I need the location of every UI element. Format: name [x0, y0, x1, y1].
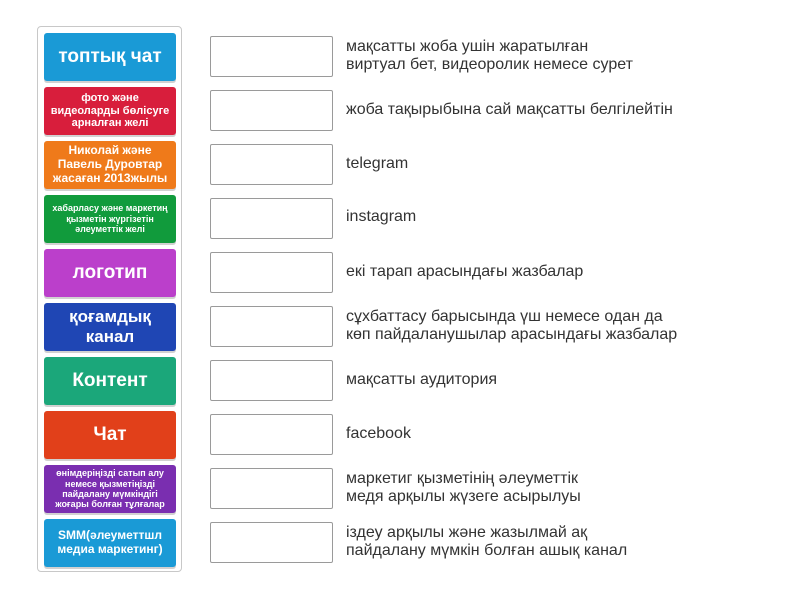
tile-6[interactable]: қоғамдық канал [44, 303, 176, 351]
clue-5: екі тарап арасындағы жазбалар [346, 263, 584, 280]
drop-slot-4[interactable] [210, 198, 333, 239]
clue-2: жоба тақырыбына сай мақсатты белгілейтін [346, 101, 673, 118]
tile-3[interactable]: Николай және Павель Дуровтар жасаған 2013жылы [44, 141, 176, 189]
tile-7[interactable]: Контент [44, 357, 176, 405]
drop-slot-3[interactable] [210, 144, 333, 185]
tile-5[interactable]: логотип [44, 249, 176, 297]
drop-slot-1[interactable] [210, 36, 333, 77]
tile-9[interactable]: өнімдеріңізді сатып алу немесе қызметіңізді пайдалану мүмкіндігі жоғары болған тұлғалар [44, 465, 176, 513]
clue-3: telegram [346, 155, 409, 172]
clue-1: мақсатты жоба ушін жаратылған виртуал бет, видеоролик немесе сурет [346, 38, 633, 73]
tile-8[interactable]: Чат [44, 411, 176, 459]
clue-7: мақсатты аудитория [346, 371, 498, 388]
drop-slot-7[interactable] [210, 360, 333, 401]
clue-6: сұхбаттасу барысында үш немесе одан да көп пайдаланушылар арасындағы жазбалар [346, 308, 678, 343]
tile-10[interactable]: SMM(әлеуметтшл медиа маркетинг) [44, 519, 176, 567]
drop-slot-8[interactable] [210, 414, 333, 455]
tile-1[interactable]: топтық чат [44, 33, 176, 81]
clue-9: маркетиг қызметінің әлеуметтік медя арқылы жүзеге асырылуы [346, 470, 581, 505]
drop-slot-2[interactable] [210, 90, 333, 131]
drop-slot-6[interactable] [210, 306, 333, 347]
clue-8: facebook [346, 425, 411, 442]
drop-slot-5[interactable] [210, 252, 333, 293]
clue-10: іздеу арқылы және жазылмай ақ пайдалану мүмкін болған ашық канал [346, 524, 628, 559]
clue-4: instagram [346, 208, 417, 225]
tile-2[interactable]: фото және видеоларды бөлісуге арналған желі [44, 87, 176, 135]
drop-slot-9[interactable] [210, 468, 333, 509]
tile-4[interactable]: хабарласу және маркетиң қызметін жүргізетін әлеуметтік желі [44, 195, 176, 243]
drop-slot-10[interactable] [210, 522, 333, 563]
